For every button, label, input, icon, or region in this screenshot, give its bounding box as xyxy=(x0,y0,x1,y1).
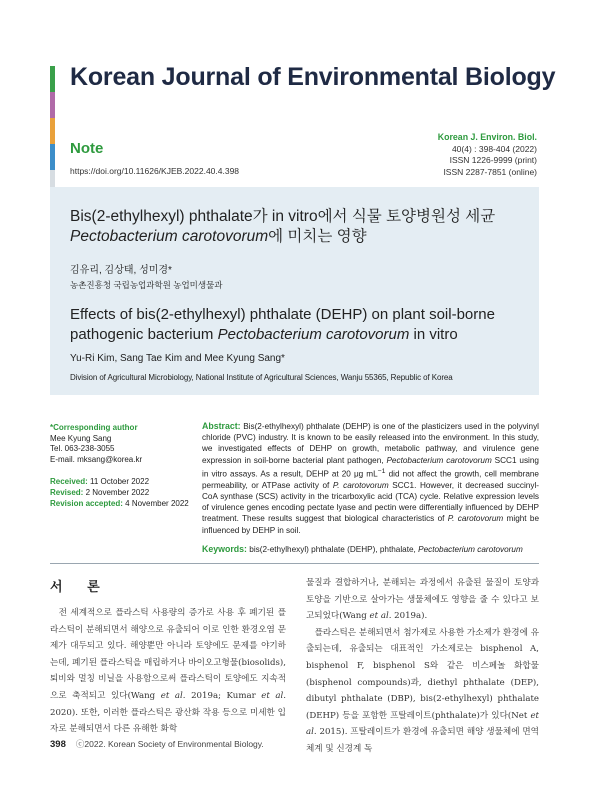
journal-title: Korean Journal of Environmental Biology xyxy=(70,63,556,91)
abstract-label: Abstract: xyxy=(202,421,241,431)
body-etal: et al. xyxy=(160,690,186,701)
color-bar-segment xyxy=(50,118,55,144)
citation-block xyxy=(438,132,537,178)
body-etal: et al. xyxy=(306,710,539,738)
body-paragraph xyxy=(306,575,539,625)
section-heading-introduction: 서 론 xyxy=(50,580,110,595)
korean-affiliation: 농촌진흥청 국립농업과학원 농업미생물과 xyxy=(70,280,223,290)
english-title-suffix: in vitro xyxy=(409,326,458,343)
volume-pages: 40(4) : 398-404 (2022) xyxy=(451,143,537,154)
english-affiliation: Division of Agricultural Microbiology, National Institute of Agricultural Sciences, Wanju 55365, Republic of Korea xyxy=(70,373,453,382)
korean-title-line2: 에 미치는 영향 xyxy=(268,228,367,245)
body-text: 물질과 결합하거나, 분해되는 과정에서 유출된 물질이 토양과 토양을 기반으로 살아가는 생물체에도 영향을 줄 수 있다고 보고되었다(Wang xyxy=(306,578,539,622)
page-footer xyxy=(50,738,539,750)
corresponding-author-email[interactable]: E-mail. mksang@korea.kr xyxy=(50,454,143,464)
korean-title-line1: Bis(2-ethylhexyl) phthalate가 in vitro에서 식물 토양병원성 세균 xyxy=(70,208,496,225)
body-paragraph xyxy=(50,605,286,738)
journal-color-bar xyxy=(50,66,55,196)
abstract-text-5: might be influenced by DEHP in soil. xyxy=(202,514,539,535)
body-etal: et al. xyxy=(369,611,392,622)
abstract xyxy=(202,421,539,536)
revised-value: 2 November 2022 xyxy=(83,487,150,497)
received-date xyxy=(50,477,190,488)
abstract-text-4: SCC1. However, it decreased succinyl-CoA synthase (SCS) activity in the tricarboxylic acid (TCA) cycle. Relative expression levels of virulence genes encoding pectate lyase and pectin were differentially influenced by DEHP treatment. These results suggest that biological characteristics of xyxy=(202,480,539,524)
english-title xyxy=(70,305,530,345)
keywords-species: Pectobacterium carotovorum xyxy=(418,545,523,554)
article-type-label: Note xyxy=(70,140,104,157)
body-text: 2020). 또한, 이러한 플라스틱은 광산화 작용 등으로 미세한 입자로 분해되면서 다른 유해한 화학 xyxy=(50,707,286,735)
color-bar-segment xyxy=(50,66,55,92)
body-text: 전 세계적으로 플라스틱 사용량의 증가로 사용 후 폐기된 플라스틱이 분해되면서 해양으로 유출되어 이로 인한 환경오염 문제가 대두되고 있다. 해양뿐만 아니라 토양에도 문제를 야기하는데, 폐기된 플라스틱을 매립하거나 바이오고형물(biosolids), 퇴비와 멀칭 비닐을 사용함으로써 플라스틱이 토양에도 지속적으로 축적되고 있다(Wang xyxy=(50,608,286,701)
keywords-label: Keywords: xyxy=(202,544,247,554)
abstract-species-3: P. carotovorum xyxy=(447,514,504,524)
accepted-date xyxy=(50,499,190,510)
keywords-text: bis(2-ethylhexyl) phthalate (DEHP), phthalate, xyxy=(246,545,419,554)
corresponding-author-heading: *Corresponding author xyxy=(50,423,138,432)
accepted-value: 4 November 2022 xyxy=(122,498,189,508)
english-title-line1: Effects of bis(2-ethylhexyl) phthalate (DEHP) on plant soil-borne xyxy=(70,306,495,323)
page-number: 398 xyxy=(50,739,66,750)
received-label: Received: xyxy=(50,477,88,487)
abstract-species-1: Pectobacterium carotovorum xyxy=(386,455,492,465)
korean-title xyxy=(70,207,530,247)
revised-date xyxy=(50,488,190,499)
corresponding-author-name: Mee Kyung Sang xyxy=(50,433,112,443)
issn-print: ISSN 1226-9999 (print) xyxy=(449,155,537,165)
color-bar-segment xyxy=(50,144,55,170)
body-column-left xyxy=(50,605,286,738)
abstract-text-3: did not affect the growth, cell membrane permeability, or ATPase activity of xyxy=(202,469,539,490)
korean-authors: 김유리, 김상태, 성미경* xyxy=(70,265,172,276)
doi-link[interactable]: https://doi.org/10.11626/KJEB.2022.40.4.398 xyxy=(70,166,240,176)
received-value: 11 October 2022 xyxy=(87,477,150,487)
body-text: 2015). 프탈레이트가 환경에 유출되면 해양 생물체에 면역체계 및 신경계 독 xyxy=(306,727,539,754)
body-column-right xyxy=(306,575,539,758)
revised-label: Revised: xyxy=(50,487,84,497)
copyright: ⓒ2022. Korean Society of Environmental Biology. xyxy=(75,739,264,749)
abstract-species-2: P. carotovorum xyxy=(332,480,389,490)
section-divider xyxy=(50,563,539,564)
english-title-species: Pectobacterium carotovorum xyxy=(217,326,410,343)
corresponding-author-tel: Tel. 063-238-3055 xyxy=(50,444,115,454)
article-info-sidebar xyxy=(50,423,190,509)
abstract-text-2: SCC1 using in vitro assays. As a result, DEHP at 20 μg mL xyxy=(202,455,539,479)
body-text: 2019a). xyxy=(391,611,428,622)
english-title-prefix: pathogenic bacterium xyxy=(70,326,218,343)
body-text: 2019a; Kumar xyxy=(185,690,262,701)
color-bar-segment xyxy=(50,92,55,118)
accepted-label: Revision accepted: xyxy=(50,498,123,508)
abstract-text-1: Bis(2-ethylhexyl) phthalate (DEHP) is one of the plasticizers used in the polyvinyl chloride (PVC) industry. It is known to be easily released into the environment. In this study, we investigated effects of DEHP on growth, metabolic pathway, and virulence gene expression in soil-borne bacterial plant pathogen, xyxy=(202,422,539,465)
journal-abbrev: Korean J. Environ. Biol. xyxy=(437,132,537,142)
english-authors: Yu-Ri Kim, Sang Tae Kim and Mee Kyung Sang* xyxy=(70,353,285,364)
body-text: 플라스틱은 분해되면서 첨가제로 사용한 가소제가 환경에 유출되는데, 유출되는 대표적인 가소제로는 bisphenol A, bisphenol F, bisphenol S와 같은 비스페놀 화합물(bisphenol compounds)과, diethyl phthalate (DEP), dibutyl phthalate (DBP), bis(2-ethylhexyl) phthalate (DEHP) 등을 포함한 프탈레이트(phthalate)가 있다(Net xyxy=(306,627,539,721)
keywords xyxy=(202,544,539,554)
body-etal: et al. xyxy=(261,690,287,701)
korean-title-species: Pectobacterium carotovorum xyxy=(70,228,269,245)
abstract-superscript: −1 xyxy=(377,467,386,475)
issn-online: ISSN 2287-7851 (online) xyxy=(443,166,537,177)
